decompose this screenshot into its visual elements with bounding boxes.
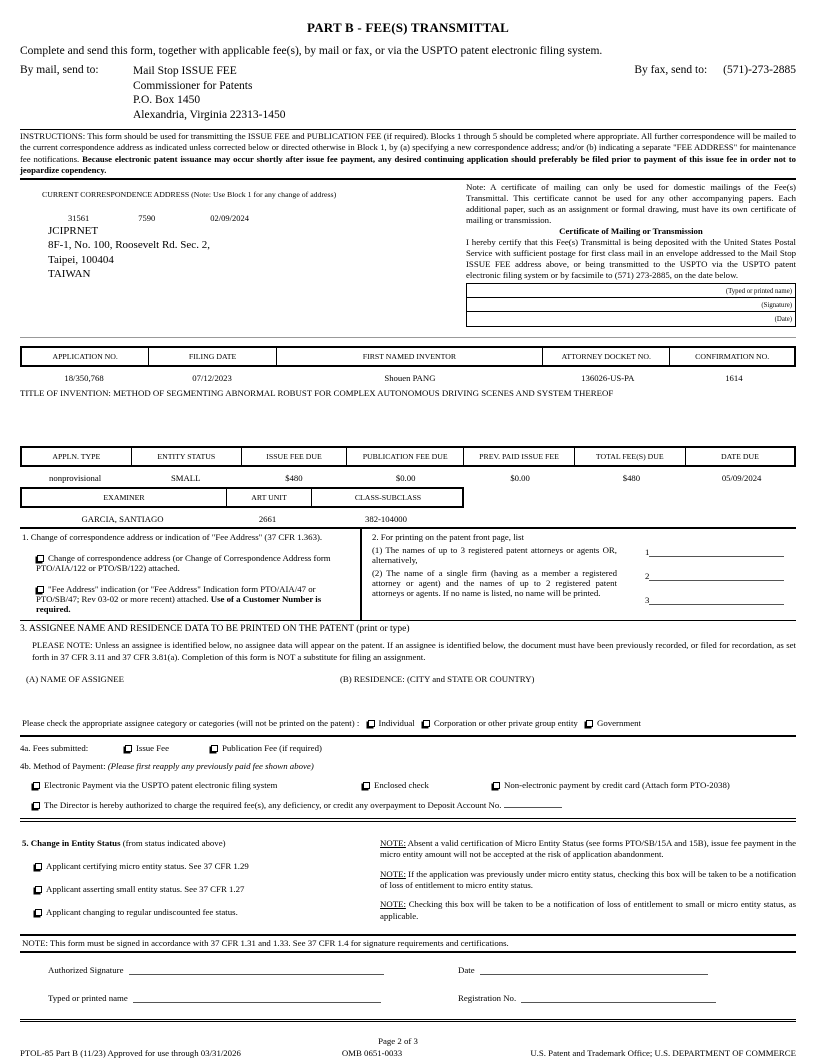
first-named-inventor: Shouen PANG (384, 372, 436, 383)
mail-address-line: Alexandria, Virginia 22313-1450 (133, 109, 286, 122)
micro-entity-option (22, 861, 380, 871)
mail-date: 02/09/2024 (210, 213, 249, 224)
address-line: 8F-1, No. 100, Roosevelt Rd. Sec. 2, (48, 239, 210, 252)
block2-item1: (1) The names of up to 3 registered patent attorneys or agents OR, alternatively, (372, 544, 617, 565)
payment-options-row (20, 780, 796, 790)
note-label: NOTE: (380, 837, 406, 848)
correspondence-label: CURRENT CORRESPONDENCE ADDRESS (Note: Use Block 1 for any change of address) (42, 190, 337, 200)
deposit-account-number-line[interactable] (504, 799, 562, 808)
note-text: Absent a valid certification of Micro Entity Status (see forms PTO/SB/15A and 15B), issue fee payment in the micro entity amount will not be accepted at the risk of application abandonment. (380, 837, 796, 860)
enclosed-check-option (362, 780, 492, 790)
form-footer (20, 1036, 796, 1058)
signature-section (20, 953, 796, 1022)
small-entity-checkbox[interactable] (35, 886, 42, 893)
block1-option2-label: "Fee Address" indication (or "Fee Address" Indication form PTO/AIA/47 or PTO/SB/47; Rev 03-02 or more recent) attached. (36, 583, 316, 604)
column-header: FIRST NAMED INVENTOR (277, 348, 543, 365)
address-line: TAIWAN (48, 268, 91, 281)
regular-status-checkbox[interactable] (35, 909, 42, 916)
prev-paid-issue-fee: $0.00 (510, 472, 530, 483)
payment-method-note: (Please first reapply any previously paid fee shown above) (107, 760, 314, 771)
certificate-body: I hereby certify that this Fee(s) Transmittal is being deposited with the United States Postal Service with sufficient postage for first class mail in an envelope addressed to the Mail Stop ISSUE FEE address above, or being transmitted to the USPTO via the USPTO patent electronic filing system or by facsimile to (571) 273-2885, on the date below. (466, 237, 796, 280)
agency-name: U.S. Patent and Trademark Office; U.S. DEPARTMENT OF COMMERCE (530, 1048, 796, 1058)
typed-name-line[interactable] (133, 994, 381, 1003)
block2-item2: (2) The name of a single firm (having as a member a registered attorney or agent) and the names of up to 2 registered patent attorneys or agents. If no name is listed, no name will be printed. (372, 567, 617, 598)
block1-option1 (22, 553, 352, 573)
mail-address-line: Commissioner for Patents (133, 79, 253, 92)
deposit-account-row (32, 799, 796, 810)
deposit-account-checkbox[interactable] (33, 802, 40, 809)
name-entry-line[interactable] (649, 596, 784, 605)
examiner-table-values (20, 508, 464, 526)
fee-table-values (20, 467, 796, 485)
date-line[interactable] (480, 966, 708, 975)
block2-text (372, 532, 617, 616)
entity-note-2 (380, 869, 796, 892)
mail-address-line: Mail Stop ISSUE FEE (133, 65, 237, 77)
mail-address (133, 64, 286, 123)
date-label: Date (458, 965, 475, 976)
block2-name-lines (617, 532, 796, 616)
fees-submitted-label: 4a. Fees submitted: (20, 742, 89, 753)
application-info-section (20, 346, 796, 398)
title-of-invention: TITLE OF INVENTION: METHOD OF SEGMENTING ABNORMAL ROBUST FOR COMPLEX AUTONOMOUS DRIVING SCENES AND SYSTEM THEREOF (20, 387, 614, 398)
assignee-category-row (20, 718, 796, 735)
correspondence-numbers (42, 213, 452, 223)
total-fees-due: $480 (622, 472, 641, 483)
page-indicator: Page 2 of 3 (378, 1036, 418, 1047)
line-number: 1 (645, 546, 650, 557)
note-text: Checking this box will be taken to be a notification of loss of entitlement to small or micro entity status, as applicable. (380, 899, 796, 921)
issue-fee-option (124, 743, 210, 753)
credit-card-option (492, 780, 730, 790)
publication-fee-option (210, 743, 322, 753)
fee-table-header (20, 446, 796, 467)
column-header: ISSUE FEE DUE (242, 448, 347, 465)
name-line-2 (645, 571, 784, 581)
registration-number-line[interactable] (521, 994, 716, 1003)
application-table-header (20, 346, 796, 367)
line-number: 2 (645, 570, 650, 581)
examiner-name: GARCIA, SANTIAGO (81, 513, 164, 524)
address-line: JCIPRNET (48, 225, 99, 238)
by-mail-label: By mail, send to: (20, 64, 99, 76)
block5-entity-status (20, 838, 796, 937)
note-label: NOTE: (380, 899, 406, 910)
deposit-account-label: The Director is hereby authorized to charge the required fee(s), any deficiency, or credit any overpayment to Deposit Account No. (44, 799, 502, 810)
block2-heading: 2. For printing on the patent front page, list (372, 531, 524, 542)
individual-checkbox[interactable] (368, 720, 375, 727)
block4-fees-payment (20, 737, 796, 822)
column-header: APPLN. TYPE (22, 448, 132, 465)
authorized-signature-label: Authorized Signature (48, 965, 124, 976)
date-field[interactable]: (Date) (774, 315, 792, 323)
class-subclass: 382-104000 (365, 513, 407, 524)
instructions-bold-text: Because electronic patent issuance may occur shortly after issue fee payment, any desired continuing application should preferably be filed prior to payment of this issue fee in order not to jeopardize copendency. (20, 153, 796, 175)
corporation-checkbox[interactable] (423, 720, 430, 727)
category-corporation: Corporation or other private group entity (433, 717, 578, 728)
block3-columns (20, 674, 796, 684)
fees-submitted-row (20, 743, 796, 753)
footer-row (20, 1048, 796, 1058)
date-due: 05/09/2024 (721, 472, 762, 483)
form-title: PART B - FEE(S) TRANSMITTAL (307, 20, 509, 35)
examiner-table-header (20, 487, 464, 508)
omb-number: OMB 0651-0033 (341, 1048, 403, 1058)
certificate-fields (466, 283, 796, 327)
fax-number: (571)-273-2885 (723, 64, 796, 76)
examiner-section (20, 487, 796, 529)
small-entity-option (22, 884, 380, 894)
signature-row-2 (48, 993, 788, 1003)
block5-heading-normal: (from status indicated above) (122, 837, 226, 848)
correspondence-block (20, 180, 462, 337)
publication-fee-checkbox[interactable] (211, 745, 218, 752)
block3-assignee (20, 621, 796, 737)
instructions-text: INSTRUCTIONS: This form should be used for transmitting the ISSUE FEE and PUBLICATION FEE (if required). Blocks 1 through 5 should be completed where appropriate. All further correspondence will be mailed to the current correspondence address as indicated unless corrected below or directed otherwise in Block 1, by (a) specifying a new correspondence address; and/or (b) indicating a separate "FEE ADDRESS" for maintenance fee notifications. (20, 130, 796, 164)
column-header: ENTITY STATUS (132, 448, 242, 465)
electronic-payment-option (32, 780, 362, 790)
block1-correspondence-change (20, 529, 362, 620)
authorized-signature-line[interactable] (129, 966, 384, 975)
by-fax-label: By fax, send to: (634, 64, 708, 76)
block5-heading (22, 838, 380, 848)
form-intro: Complete and send this form, together with applicable fee(s), by mail or fax, or via the USPTO patent electronic filing system. (20, 45, 603, 57)
category-government: Government (597, 717, 641, 728)
block5-heading-bold: 5. Change in Entity Status (22, 837, 123, 848)
name-line-3 (645, 595, 784, 605)
regular-status-label: Applicant changing to regular undiscounted fee status. (46, 906, 238, 917)
publication-fee-due: $0.00 (395, 472, 416, 483)
assignee-residence-label: (B) RESIDENCE: (CITY and STATE OR COUNTRY) (340, 673, 535, 684)
category-individual: Individual (378, 717, 415, 728)
typed-name-field-row (48, 993, 458, 1003)
certificate-title: Certificate of Mailing or Transmission (559, 226, 703, 237)
form-version: PTOL-85 Part B (11/23) Approved for use through 03/31/2026 (20, 1048, 241, 1058)
signature-field[interactable]: (Signature) (467, 298, 795, 312)
correspondence-address (48, 224, 452, 281)
regular-status-option (22, 907, 380, 917)
certificate-note: Note: A certificate of mailing can only be used for domestic mailings of the Fee(s) Transmittal. This certificate cannot be used for any other accompanying papers. Each additional paper, such as an assignment or formal drawing, must have its own certificate of mailing or transmission. (466, 182, 796, 226)
small-entity-label: Applicant asserting small entity status. See 37 CFR 1.27 (46, 883, 245, 894)
issue-fee-due: $480 (285, 472, 303, 483)
block1-option2-bold: Use of a Customer Number is required. (36, 593, 322, 614)
entity-note-3 (380, 899, 796, 922)
column-header: APPLICATION NO. (22, 348, 149, 365)
address-line: Taipei, 100404 (48, 253, 114, 266)
column-header: PREV. PAID ISSUE FEE (464, 448, 574, 465)
assignee-entry-area[interactable] (20, 684, 796, 718)
column-header: FILING DATE (149, 348, 276, 365)
column-header: CONFIRMATION NO. (695, 351, 770, 361)
date-field-row (458, 965, 708, 975)
authorized-signature-field (48, 965, 458, 975)
signature-requirements-note: NOTE: This form must be signed in accordance with 37 CFR 1.31 and 1.33. See 37 CFR 1.4 for signature requirements and certifications. (20, 936, 796, 953)
fee-info-section (20, 446, 796, 485)
name-entry-line[interactable] (649, 548, 784, 557)
column-header: ATTORNEY DOCKET NO. (543, 348, 670, 365)
credit-card-label: Non-electronic payment by credit card (Attach form PTO-2038) (504, 779, 730, 790)
block3-heading: 3. ASSIGNEE NAME AND RESIDENCE DATA TO BE PRINTED ON THE PATENT (print or type) (20, 623, 410, 634)
electronic-payment-label: Electronic Payment via the USPTO patent electronic filing system (44, 779, 278, 790)
government-checkbox[interactable] (586, 720, 593, 727)
entity-status: SMALL (170, 472, 201, 483)
column-header: ART UNIT (227, 489, 312, 506)
application-table-values (20, 367, 796, 385)
filing-date: 07/12/2023 (192, 372, 232, 383)
typed-name-field[interactable]: (Typed or printed name) (467, 284, 795, 298)
signature-row-1 (48, 965, 788, 975)
certificate-block (462, 180, 796, 337)
entity-note-1 (380, 838, 796, 861)
application-type: nonprovisional (49, 472, 102, 483)
note-text: If the application was previously under micro entity status, checking this box will be taken to be a notification of loss of entitlement to micro entity status. (380, 868, 796, 890)
art-unit: 2661 (258, 513, 277, 524)
routing-code: 7590 (138, 213, 156, 224)
column-header: EXAMINER (22, 489, 227, 506)
registration-label: Registration No. (458, 993, 517, 1004)
micro-entity-label: Applicant certifying micro entity status. See 37 CFR 1.29 (46, 860, 249, 871)
block2-front-page-printing (362, 529, 796, 620)
publication-fee-label: Publication Fee (if required) (222, 742, 322, 753)
fee-address-checkbox[interactable] (37, 586, 44, 593)
blocks-1-2 (20, 529, 796, 621)
line-number: 3 (645, 594, 650, 605)
confirmation-number: 1614 (725, 372, 743, 383)
column-header: DATE DUE (720, 451, 759, 461)
fax-info (634, 64, 796, 123)
block5-options (20, 838, 380, 931)
issue-fee-label: Issue Fee (136, 742, 169, 753)
payment-method-label: 4b. Method of Payment: (20, 760, 108, 771)
block3-note: PLEASE NOTE: Unless an assignee is identified below, no assignee data will appear on the patent. If an assignee is identified below, the document must have been previously recorded, or filed for recordation, as set forth in 37 CFR 3.11 and 37 CFR 3.81(a). Completion of this form is NOT a substitute for filing an assignment. (32, 639, 796, 662)
change-address-checkbox[interactable] (37, 555, 44, 562)
block1-option2 (22, 584, 352, 614)
instructions-paragraph (20, 129, 796, 180)
electronic-payment-checkbox[interactable] (33, 782, 40, 789)
issue-fee-checkbox[interactable] (125, 745, 132, 752)
registration-field-row (458, 993, 716, 1003)
attorney-docket-number: 136026-US-PA (581, 372, 635, 383)
block1-option1-label: Change of correspondence address (or Change of Correspondence Address form PTO/AIA/122 or PTO/SB/122) attached. (36, 552, 331, 573)
mailing-info (20, 64, 796, 123)
typed-name-label: Typed or printed name (48, 993, 128, 1004)
assignee-name-label: (A) NAME OF ASSIGNEE (26, 673, 124, 684)
column-header: TOTAL FEE(S) DUE (575, 448, 686, 465)
address-certificate-section (20, 180, 796, 338)
customer-number: 31561 (68, 213, 90, 224)
credit-card-checkbox[interactable] (493, 782, 500, 789)
mail-address-line: P.O. Box 1450 (133, 94, 201, 107)
micro-entity-checkbox[interactable] (35, 863, 42, 870)
application-number: 18/350,768 (64, 372, 104, 383)
enclosed-check-label: Enclosed check (374, 779, 429, 790)
name-entry-line[interactable] (649, 572, 784, 581)
block5-notes (380, 838, 796, 931)
enclosed-check-checkbox[interactable] (363, 782, 370, 789)
column-header: CLASS-SUBCLASS (354, 492, 422, 502)
note-label: NOTE: (380, 868, 406, 879)
category-label: Please check the appropriate assignee category or categories (will not be printed on the patent) : (22, 717, 360, 728)
block1-heading: 1. Change of correspondence address or indication of "Fee Address" (37 CFR 1.363). (22, 531, 323, 542)
name-line-1 (645, 547, 784, 557)
payment-method-row (20, 761, 796, 771)
column-header: PUBLICATION FEE DUE (347, 448, 464, 465)
